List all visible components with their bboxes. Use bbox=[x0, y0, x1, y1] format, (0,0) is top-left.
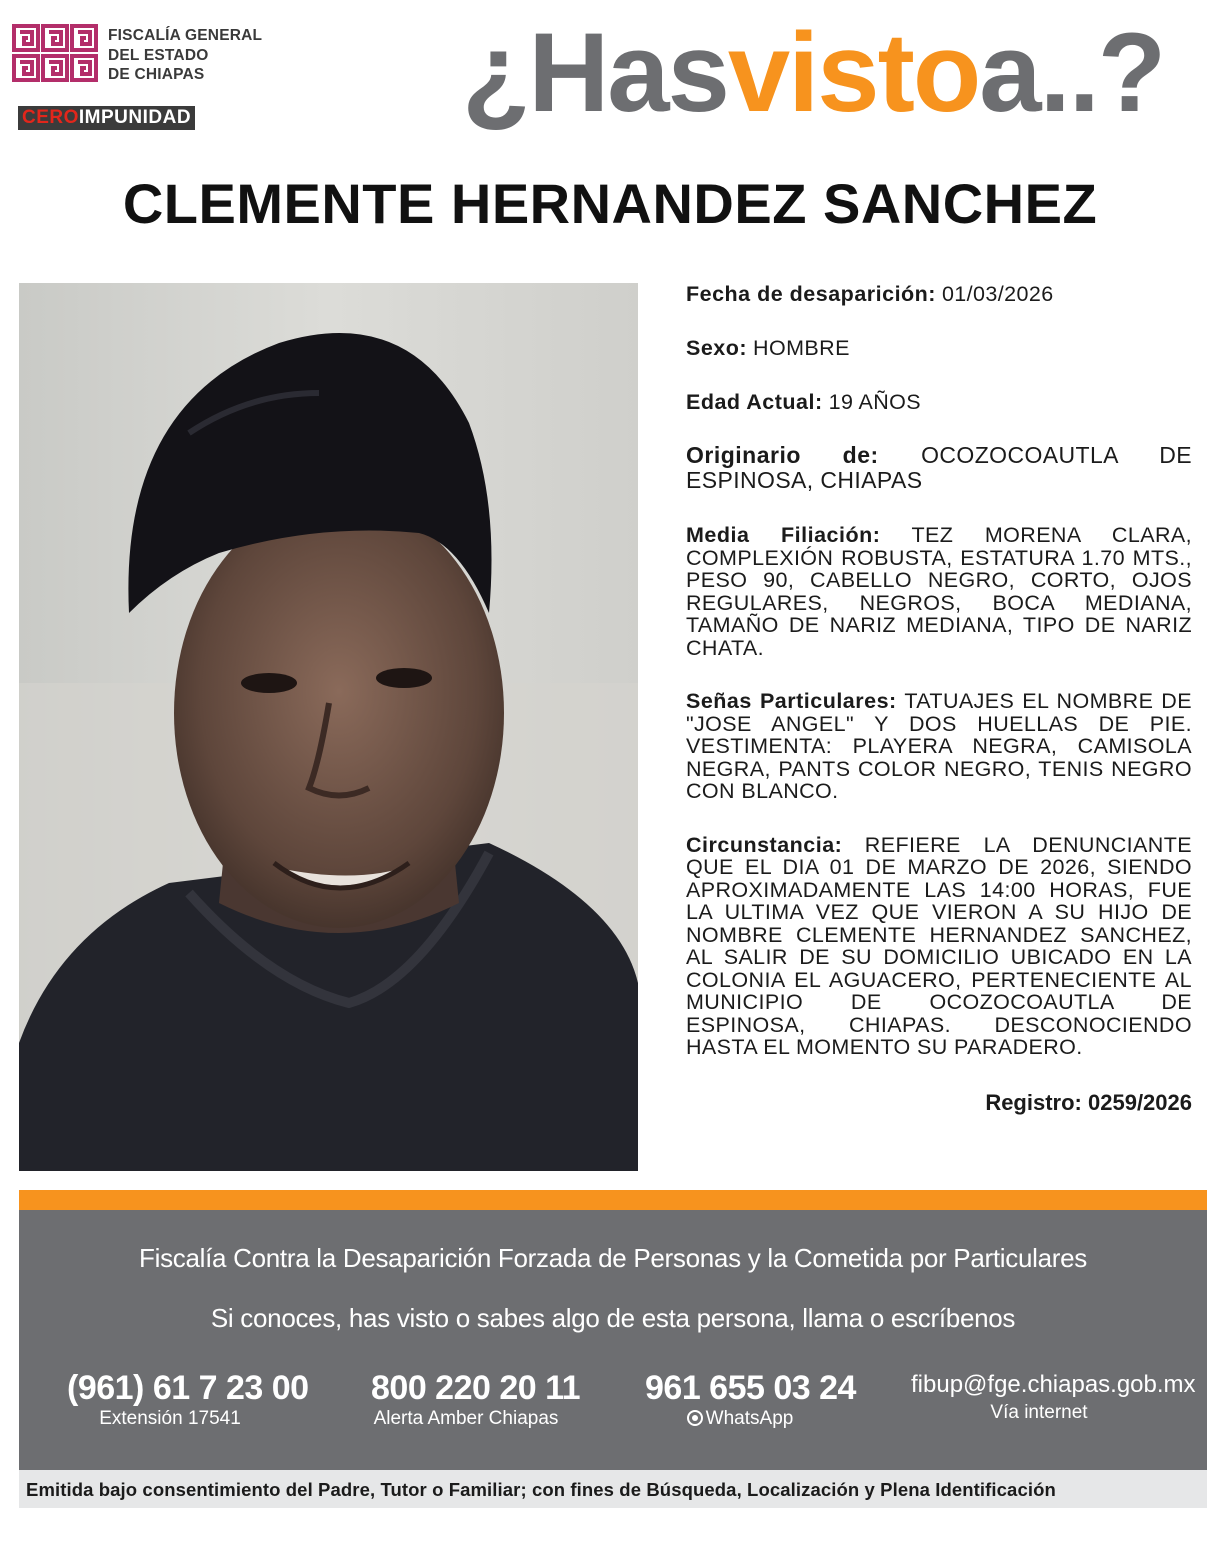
contact-amber-alert bbox=[371, 1368, 581, 1430]
contact-email bbox=[911, 1368, 1196, 1424]
person-details bbox=[686, 281, 1192, 1090]
contact-footer bbox=[19, 1210, 1207, 1508]
circunstancia: Circunstancia: REFIERE LA DENUNCIANTE QUE EL DIA 01 DE MARZO DE 2026, SIENDO APROXIMADAMENTE LAS 14:00 HORAS, FUE LA ULTIMA VEZ QUE VIERON A SU HIJO DE NOMBRE CLEMENTE HERNANDEZ SANCHEZ, AL SALIR DE SU DOMICILIO UBICADO EN LA COLONIA EL AGUACERO, PERTENECIENTE AL MUNICIPIO DE OCOZOCOAUTLA DE ESPINOSA, CHIAPAS. DESCONOCIENDO HASTA EL MOMENTO SU PARADERO. bbox=[686, 832, 1192, 1059]
cero-impunidad-badge: CEROIMPUNIDAD bbox=[18, 106, 195, 130]
email-label: Vía internet bbox=[990, 1402, 1088, 1423]
fge-greca-logo-icon bbox=[12, 24, 98, 82]
amber-label: Alerta Amber Chiapas bbox=[373, 1408, 559, 1429]
senas-particulares: Señas Particulares: TATUAJES EL NOMBRE DE "JOSE ANGEL" Y DOS HUELLAS DE PIE. VESTIMENTA: PLAYERA NEGRA, CAMISOLA NEGRA, PANTS COLOR NEGRO, TENIS NEGRO CON BLANCO. bbox=[686, 689, 1192, 803]
contact-whatsapp bbox=[645, 1368, 856, 1430]
orange-divider bbox=[19, 1190, 1207, 1210]
footer-call-to-action: Si conoces, has visto o sabes algo de esta persona, llama o escríbenos bbox=[210, 1303, 1016, 1333]
org-name: FISCALÍA GENERAL DEL ESTADO DE CHIAPAS bbox=[108, 27, 263, 83]
registro-number: Registro: 0259/2026 bbox=[985, 1090, 1192, 1115]
footer-title: Fiscalía Contra la Desaparición Forzada de Personas y la Cometida por Particulares bbox=[139, 1243, 1087, 1273]
amber-phone-number[interactable]: 800 220 20 11 bbox=[371, 1369, 581, 1407]
phone-number[interactable]: (961) 61 7 23 00 bbox=[67, 1369, 309, 1407]
missing-person-name: CLEMENTE HERNANDEZ SANCHEZ bbox=[122, 172, 1098, 235]
missing-person-photo bbox=[19, 283, 638, 1171]
fecha-desaparicion: Fecha de desaparición: 01/03/2026 bbox=[686, 282, 1054, 306]
fge-chiapas-logo bbox=[12, 22, 282, 132]
whatsapp-label-row: WhatsApp bbox=[645, 1408, 835, 1430]
media-filiacion: Media Filiación: TEZ MORENA CLARA, COMPLEXIÓN ROBUSTA, ESTATURA 1.70 MTS., PESO 90, CABELLO NEGRO, CORTO, OJOS REGULARES, NEGROS, BOCA MEDIANA, TAMAÑO DE NARIZ MEDIANA, TIPO DE NARIZ CHATA. bbox=[686, 523, 1192, 660]
whatsapp-icon bbox=[687, 1410, 703, 1426]
whatsapp-number[interactable]: 961 655 03 24 bbox=[645, 1369, 856, 1407]
person-portrait-icon bbox=[19, 283, 638, 1171]
sexo: Sexo: HOMBRE bbox=[686, 336, 850, 360]
contact-phone-main bbox=[67, 1368, 309, 1430]
originario-de: Originario de: OCOZOCOAUTLA DE ESPINOSA, CHIAPAS bbox=[686, 442, 1192, 493]
email-address[interactable]: fibup@fge.chiapas.gob.mx bbox=[911, 1371, 1196, 1398]
edad-actual: Edad Actual: 19 AÑOS bbox=[686, 390, 922, 414]
has-visto-logo: ¿Hasvistoa..? bbox=[462, 10, 1165, 135]
phone-extension: Extensión 17541 bbox=[99, 1408, 241, 1429]
consent-disclaimer: Emitida bajo consentimiento del Padre, Tutor o Familiar; con fines de Búsqueda, Localización y Plena Identificación bbox=[26, 1479, 1056, 1500]
